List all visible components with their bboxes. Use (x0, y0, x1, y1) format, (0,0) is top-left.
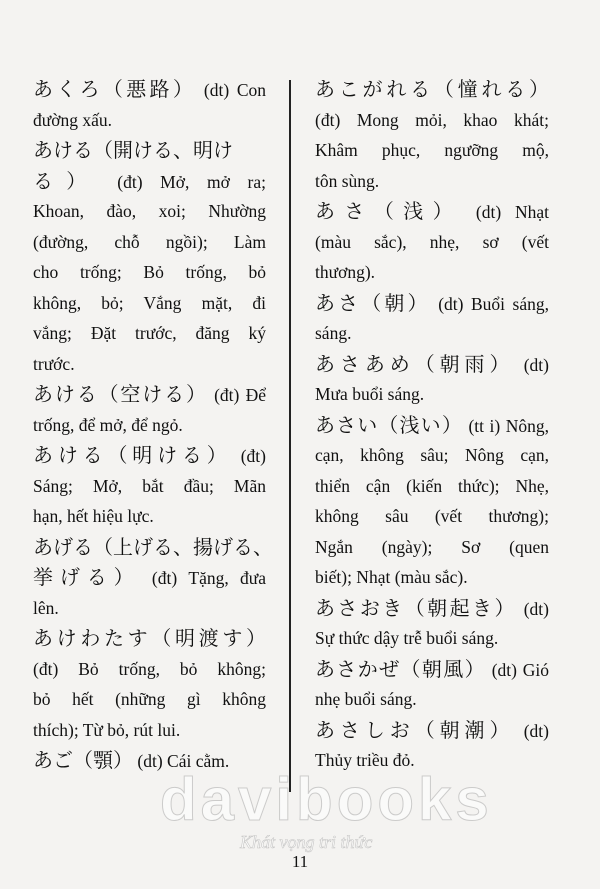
definition-text: thích); Từ bỏ, rút lui. (33, 719, 181, 740)
definition-text: (dt) (523, 598, 550, 619)
definition-text: Thủy triều đỏ. (315, 750, 415, 770)
text-line (315, 654, 549, 685)
text-line (33, 166, 266, 197)
definition-text: (dt) Buổi sáng, (438, 293, 550, 314)
definition-text: (đt) Mở, mở ra; (117, 171, 267, 192)
left-column (33, 74, 273, 776)
definition-text: Sự thức dậy trễ buổi sáng. (315, 628, 499, 648)
text-line (33, 471, 266, 502)
definition-text: (tt i) Nông, (468, 415, 549, 436)
definition-text: (dt) (523, 354, 550, 375)
definition-text: không, bỏ; Vắng mặt, đi (33, 292, 266, 313)
text-line (33, 227, 266, 258)
text-line (33, 654, 266, 685)
text-line (315, 74, 549, 105)
right-column (315, 74, 549, 776)
definition-text: (màu sắc), nhẹ, sơ (vết (315, 231, 549, 252)
definition-text: sáng. (315, 323, 352, 343)
text-line (315, 684, 549, 715)
definition-text: (dt) Con (203, 80, 267, 100)
definition-text: (dt) Cái cằm. (137, 751, 230, 771)
column-divider (289, 80, 291, 792)
definition-text: không sâu (vết thương); (315, 506, 549, 526)
watermark-slogan: Khát vọng tri thức (240, 832, 373, 852)
text-line (315, 196, 549, 227)
headword: あさ（朝） (315, 290, 431, 315)
text-line (315, 379, 549, 410)
text-line (33, 715, 266, 746)
headword: あさおき（朝起き） (315, 595, 517, 620)
text-line (315, 105, 549, 136)
text-line (315, 562, 549, 593)
headword: あさ（浅） (315, 199, 463, 223)
definition-text: (dt) Gió (491, 659, 549, 680)
text-line (33, 135, 266, 166)
headword: あける（明ける） (33, 443, 232, 467)
text-line (315, 227, 549, 258)
text-line (33, 593, 266, 624)
definition-text: nhẹ buổi sáng. (315, 689, 417, 709)
text-line (33, 257, 266, 288)
text-line (315, 440, 549, 471)
headword: あこがれる（憧れる） (315, 77, 549, 101)
text-line (315, 715, 549, 746)
headword: あけわたす（明渡す） (33, 626, 266, 650)
headword: あげる（上げる、揚げる、 (33, 534, 273, 559)
text-line (315, 349, 549, 380)
definition-text: (đt) Mong mỏi, khao khát; (315, 109, 549, 130)
text-line (33, 379, 266, 410)
text-line (33, 410, 266, 441)
headword: あさい（浅い） (315, 412, 463, 437)
definition-text: (đường, chỗ ngồi); Làm (33, 231, 266, 252)
headword: あける（空ける） (33, 382, 208, 406)
text-line (315, 257, 549, 288)
definition-text: (đt) Tặng, đưa (151, 568, 267, 588)
definition-text: thiển cận (kiến thức); Nhẹ, (315, 475, 549, 496)
definition-text: cho trống; Bỏ trống, bỏ (33, 262, 266, 282)
text-line (315, 623, 549, 654)
headword: あさかぜ（朝風） (315, 656, 486, 681)
text-line (33, 532, 273, 563)
text-line (315, 501, 549, 532)
text-line (315, 532, 549, 563)
text-line (33, 684, 266, 715)
text-line (33, 196, 266, 227)
page-number: 11 (291, 852, 309, 871)
definition-text: Sáng; Mở, bắt đầu; Mãn (33, 475, 266, 496)
text-line (33, 105, 266, 136)
definition-text: tôn sùng. (315, 170, 380, 191)
definition-text: biết); Nhạt (màu sắc). (315, 567, 468, 587)
text-line (315, 135, 549, 166)
definition-text: lên. (33, 597, 59, 618)
text-line (315, 288, 549, 319)
text-line (315, 471, 549, 502)
definition-text: (dt) (523, 720, 550, 741)
definition-text: cạn, không sâu; Nông cạn, (315, 445, 549, 465)
text-line (33, 74, 266, 105)
definition-text: trước. (33, 353, 75, 374)
definition-text: vắng; Đặt trước, đăng ký (33, 323, 266, 343)
headword: あさしお（朝潮） (315, 717, 515, 742)
headword: あさあめ（朝雨） (315, 351, 515, 376)
headword: 挙げる） (33, 565, 141, 589)
definition-text: đường xấu. (33, 109, 113, 130)
definition-text: trống, để mở, để ngỏ. (33, 414, 183, 435)
headword: あくろ（悪路） (33, 77, 197, 101)
definition-text: (đt) Bỏ trống, bỏ không; (33, 658, 266, 679)
text-line (315, 593, 549, 624)
headword: あご（顎） (33, 748, 133, 772)
text-line (33, 623, 266, 654)
watermark-brand: davibooks (160, 766, 493, 833)
text-line (315, 166, 549, 197)
text-line (315, 410, 549, 441)
text-line (33, 288, 266, 319)
text-line (33, 349, 266, 380)
definition-text: Khoan, đào, xoi; Nhường (33, 201, 266, 221)
definition-text: bỏ hết (những gì không (33, 689, 266, 709)
definition-text: thương). (315, 262, 376, 282)
text-line (33, 562, 266, 593)
headword: る） (33, 168, 100, 193)
definition-text: Khâm phục, ngưỡng mộ, (315, 140, 549, 160)
text-line (33, 501, 266, 532)
text-line (315, 318, 549, 349)
definition-text: (đt) (240, 446, 267, 466)
text-line (33, 440, 266, 471)
text-line (33, 318, 266, 349)
definition-text: Ngắn (ngày); Sơ (quen (315, 536, 549, 557)
definition-text: (dt) Nhạt (475, 202, 549, 222)
definition-text: hạn, hết hiệu lực. (33, 506, 154, 526)
headword: あける（開ける、明け (33, 138, 233, 162)
definition-text: (đt) Để (214, 385, 266, 405)
definition-text: Mưa buổi sáng. (315, 384, 425, 404)
